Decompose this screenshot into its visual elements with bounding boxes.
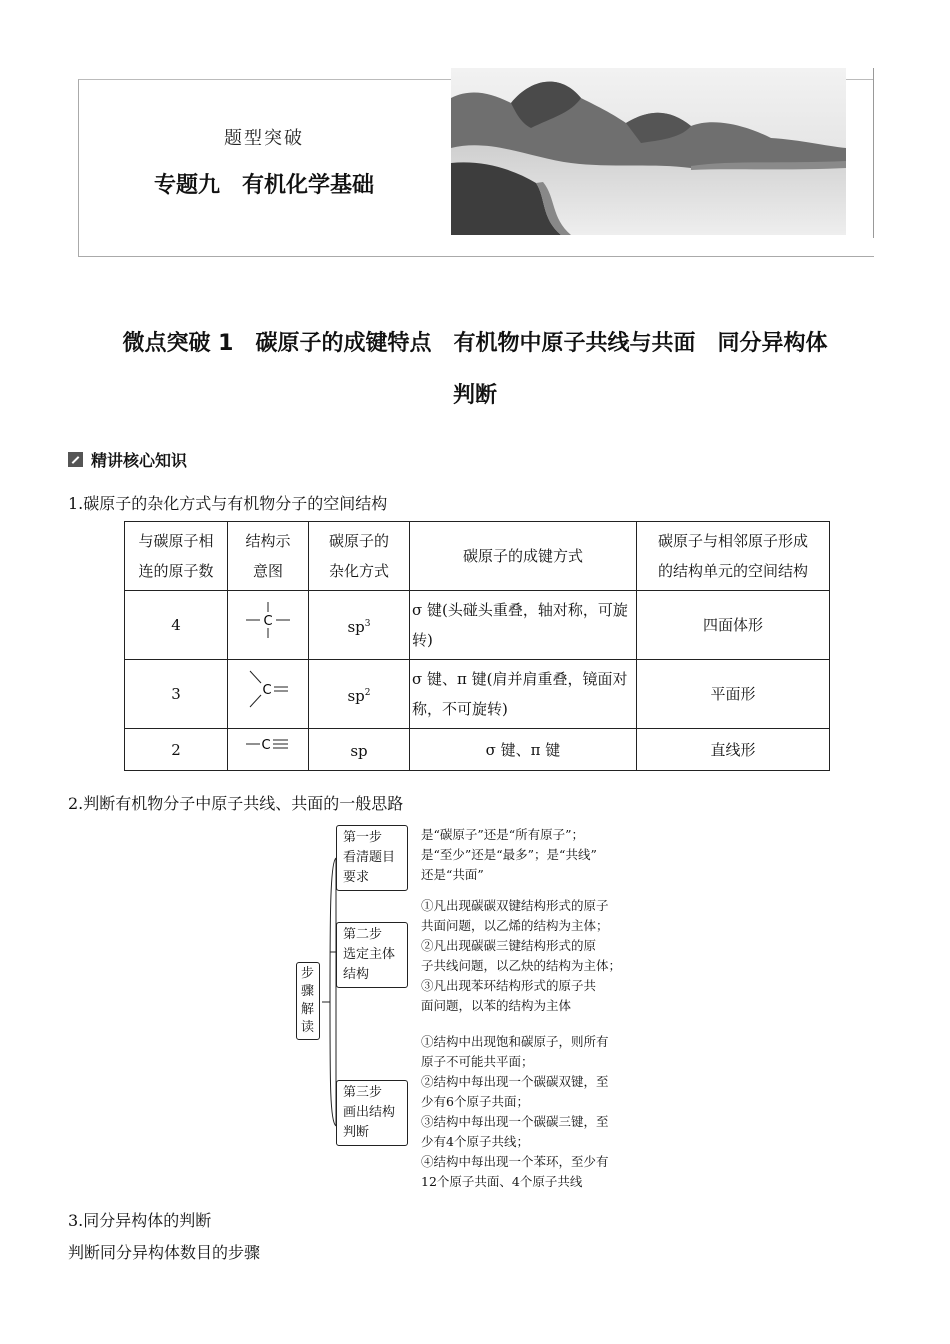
atom-count-cell: 3 <box>125 660 228 729</box>
banner-edge-line <box>873 68 874 238</box>
shape-cell: 平面形 <box>637 660 830 729</box>
item2-title: 2.判断有机物分子中原子共线、共面的一般思路 <box>68 794 404 813</box>
header-cell: 碳原子的成键方式 <box>410 522 637 591</box>
table-row <box>125 729 830 771</box>
tetrahedral-structure-icon <box>244 600 292 640</box>
svg-text:C: C <box>261 738 271 753</box>
flow-step2-box: 第二步 选定主体 结构 <box>336 922 408 988</box>
structure-diagram-cell <box>228 660 309 729</box>
lesson-heading-line2: 判断 <box>452 383 497 408</box>
shape-cell: 直线形 <box>637 729 830 771</box>
trigonal-structure-icon <box>244 667 292 711</box>
header-cell: 碳原子与相邻原子形成 的结构单元的空间结构 <box>637 522 830 591</box>
atom-count-cell: 2 <box>125 729 228 771</box>
header-cell: 结构示 意图 <box>228 522 309 591</box>
table-row <box>125 660 830 729</box>
flow-step1-desc: 是“碳原子”还是“所有原子”； 是“至少”还是“最多”；是“共线” 还是“共面” <box>421 827 597 882</box>
section-header <box>68 448 187 471</box>
section-label: 精讲核心知识 <box>91 451 188 470</box>
shape-cell: 四面体形 <box>637 591 830 660</box>
bond-type-cell: σ 键、π 键(肩并肩重叠，镜面对称，不可旋转) <box>410 660 637 729</box>
hybridization-cell: $sp^3$ <box>309 591 410 660</box>
svg-text:C: C <box>262 682 272 698</box>
hybridization-cell: $sp^2$ <box>309 660 410 729</box>
header-cell: 碳原子的 杂化方式 <box>309 522 410 591</box>
table-header-row <box>125 522 830 591</box>
banner-title: 专题九 有机化学基础 <box>153 173 374 198</box>
structure-diagram-cell <box>228 729 309 771</box>
flow-step3-desc: ①结构中出现饱和碳原子，则所有 原子不可能共平面； ②结构中每出现一个碳碳双键，至 少有6个原子共面； ③结构中每出现一个碳碳三键，至 少有4个原子共线； ④结构中每出现一个苯环，至少有 12个原子共面、4个原子共线 <box>421 1034 609 1189</box>
banner-kicker: 题型突破 <box>224 128 304 149</box>
atom-count-cell: 4 <box>125 591 228 660</box>
linear-structure-icon <box>244 734 292 754</box>
hybridization-cell: sp <box>309 729 410 771</box>
item1-title: 1.碳原子的杂化方式与有机物分子的空间结构 <box>68 494 388 513</box>
bond-type-cell: σ 键、π 键 <box>410 729 637 771</box>
lesson-heading-line1: 微点突破 1 碳原子的成键特点 有机物中原子共线与共面 同分异构体 <box>122 331 828 356</box>
hybridization-table <box>124 521 830 771</box>
svg-text:C: C <box>263 613 273 629</box>
pencil-box-icon <box>68 452 83 467</box>
bond-type-cell: σ 键(头碰头重叠，轴对称，可旋转) <box>410 591 637 660</box>
landscape-photo-icon <box>451 68 846 235</box>
header-cell: 与碳原子相 连的原子数 <box>125 522 228 591</box>
chapter-banner <box>78 79 874 257</box>
table-row <box>125 591 830 660</box>
flow-step2-desc: ①凡出现碳碳双键结构形式的原子 共面问题，以乙烯的结构为主体； ②凡出现碳碳三键结构形式的原 子共线问题，以乙炔的结构为主体； ③凡出现苯环结构形式的原子共 面问题，以苯的结构为主体 <box>421 898 622 1013</box>
structure-diagram-cell <box>228 591 309 660</box>
flow-root-box: 步骤解读 <box>296 962 320 1040</box>
flow-step1-box: 第一步 看清题目 要求 <box>336 825 408 891</box>
item3-subtitle: 判断同分异构体数目的步骤 <box>68 1243 261 1262</box>
coplanarity-flowchart <box>296 822 666 1194</box>
flow-step3-box: 第三步 画出结构 判断 <box>336 1080 408 1146</box>
item3-title: 3.同分异构体的判断 <box>68 1211 212 1230</box>
